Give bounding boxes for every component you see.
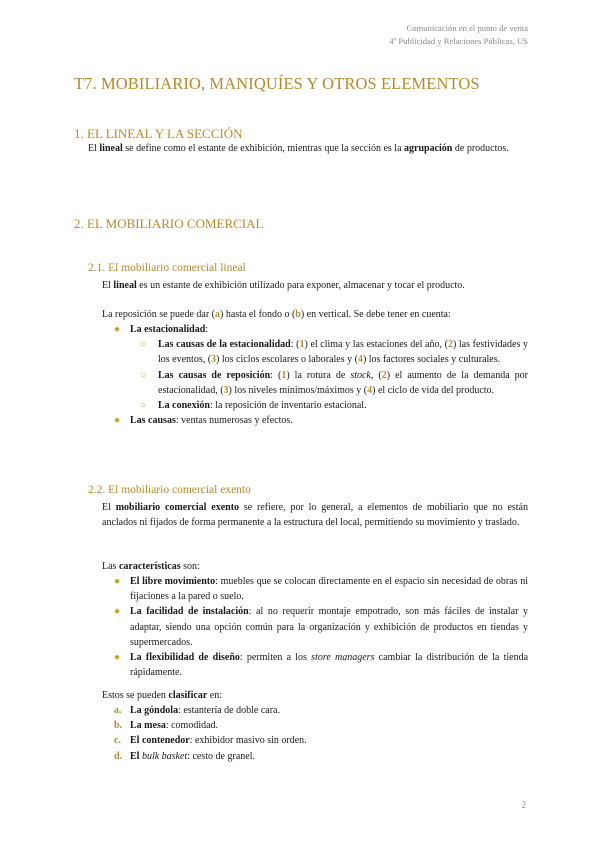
list-item: ○ La conexión: la reposición de inventario estacional. [130,398,528,413]
section-1-heading: 1. EL LINEAL Y LA SECCIÓN [74,126,243,141]
list-item: ● La estacionalidad: ○ Las causas de la estacionalidad: (1) el clima y las estaciones del año, (2) las festividades y los eventos, (3) los ciclos escolares o laborales y (4) los factores sociales y culturales. ○ Las causas de reposición: (1) la rotura de stock, (2) el aumento de la demanda por estacionalidad, (3) los niveles mínimos/máximos y (4) el ciclo de vida del producto. ○ La conexión: la reposición de inventario estacional. [114,322,528,413]
list-item: a. La góndola: estantería de doble cara. [114,705,280,716]
classify-intro: Estos se pueden clasificar en: [102,690,222,701]
circle-bullet-icon: ○ [140,339,147,351]
page-title: T7. MOBILIARIO, MANIQUÍES Y OTROS ELEMENTOS [74,74,480,93]
page-header [389,22,528,47]
bullet-icon: ● [114,606,121,618]
list-item: ○ Las causas de la estacionalidad: (1) el clima y las estaciones del año, (2) las festividades y los eventos, (3) los ciclos escolares o laborales y (4) los factores sociales y culturales. [140,339,529,366]
list-item: ● Las causas: ventas numerosas y efectos. [114,413,528,428]
list-item: ○ Las causas de reposición: (1) la rotura de stock, (2) el aumento de la demanda por estacionalidad, (3) los niveles mínimos/máximos y (4) el ciclo de vida del producto. [140,369,528,396]
page-number: 2 [521,800,526,810]
exento-definition: El mobiliario comercial exento se refiere, por lo general, a elementos de mobiliario que no están anclados ni fijados de forma permanente a la estructura del local, permitiendo su movimiento y traslado. [102,502,528,529]
header-degree: 4º Publicidad y Relaciones Públicas, US [389,35,528,46]
circle-bullet-icon: ○ [140,400,147,412]
section-2-1-heading: 2.1. El mobiliario comercial lineal [88,262,246,274]
header-course: Comunicación en el punto de venta [406,23,528,33]
reposition-list [114,322,528,428]
lineal-definition: El lineal es un estante de exhibición utilizado para exponer, almacenar y tocar el producto. [102,280,465,291]
section-1-paragraph: El lineal se define como el estante de exhibición, mientras que la sección es la agrupación de productos. [88,143,509,154]
section-2-heading: 2. EL MOBILIARIO COMERCIAL [74,216,264,231]
circle-bullet-icon: ○ [140,369,147,381]
list-item: d. El bulk basket: cesto de granel. [114,750,255,762]
list-item: b. La mesa: comodidad. [114,720,219,732]
bullet-icon: ● [114,576,121,587]
list-item: c. El contenedor: exhibidor masivo sin orden. [114,735,307,747]
section-2-2-heading: 2.2. El mobiliario comercial exento [88,484,251,496]
characteristics-list [114,574,528,680]
bullet-icon: ● [114,652,121,664]
list-item: ● La facilidad de instalación: al no requerir montaje empotrado, son más fáciles de instalar y adaptar, siendo una opción común para la organización y exhibición de productos en tiendas y supermercados. [114,606,529,648]
classification-list [114,703,528,764]
list-item: ● El libre movimiento: muebles que se colocan directamente en el espacio sin necesidad de obras ni fijaciones a la pared o suelo. [114,576,528,603]
bullet-icon: ● [114,415,121,427]
characteristics-intro: Las características son: [102,561,200,572]
list-item: ● La flexibilidad de diseño: permiten a los store managers cambiar la distribución de la tienda rápidamente. [114,652,529,679]
sub-list [130,337,528,413]
bullet-icon: ● [114,324,121,335]
reposition-paragraph: La reposición se puede dar (a) hasta el fondo o (b) en vertical. Se debe tener en cuenta: [102,309,451,320]
